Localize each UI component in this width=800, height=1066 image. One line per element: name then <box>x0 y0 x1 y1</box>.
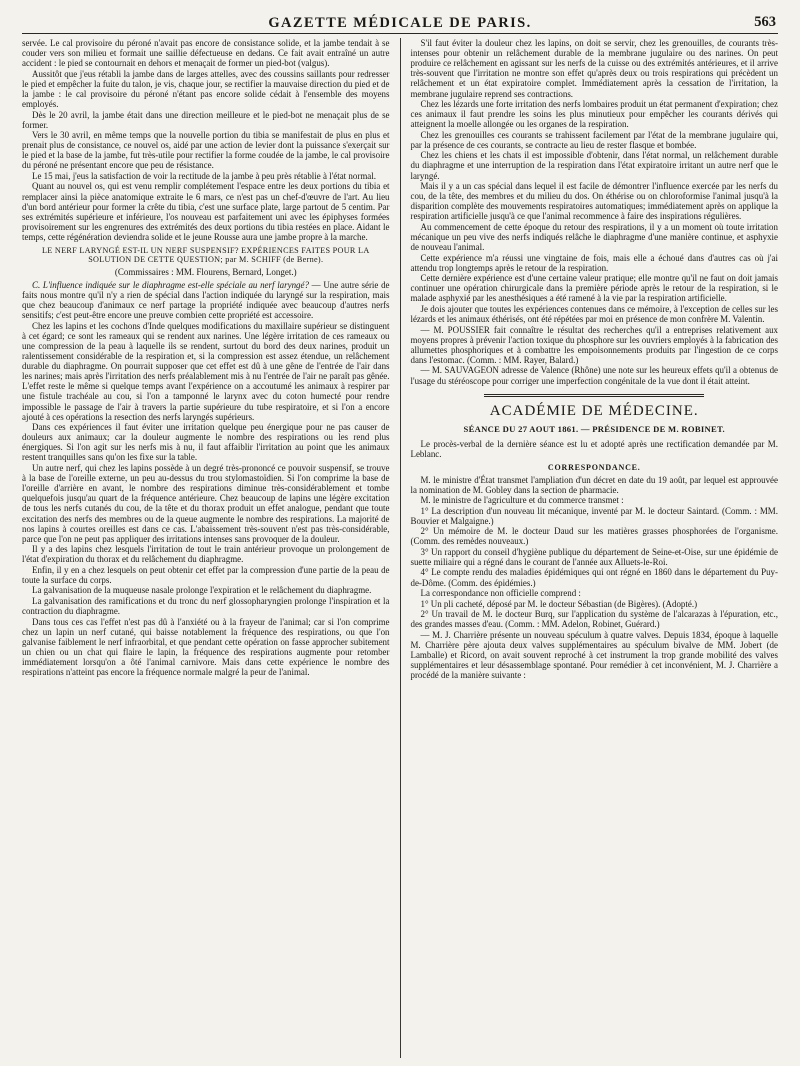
paragraph: La galvanisation de la muqueuse nasale prolonge l'expiration et le relâchement du diaphragme. <box>32 585 372 596</box>
paragraph-rest: fait connaître le résultat des recherches qu'il a entreprises relativement aux moyens propres à prévenir l'action toxique du phosphore sur les ouvriers employés à la fabrication des allumettes phosphoriques et à combattre les empoisonnements produits par l'ingestion de ce corps dans l'estomac. (Comm. : MM. Rayer, Balard.) <box>410 324 778 365</box>
lead-italic: C. L'influence indiquée sur le diaphragme est-elle spéciale au nerf laryngé? <box>32 279 309 290</box>
seance-heading: SÉANCE DU 27 AOUT 1861. — PRÉSIDENCE DE M. ROBINET. <box>463 423 725 434</box>
right-column <box>410 38 778 1058</box>
paragraph: Enfin, il y en a chez lesquels on peut obtenir cet effet par la compression d'une partie de la peau de toute la surface du corps. <box>22 564 390 585</box>
paragraph: Le 15 mai, j'eus la satisfaction de voir la rectitude de la jambe à peu près rétablie à l'état normal. <box>32 170 376 181</box>
paragraph: 2° Un mémoire de M. le docteur Daud sur les matières grasses phosphorées de l'organisme. (Comm. des remèdes nouveaux.) <box>410 526 778 547</box>
paragraph: Dès le 20 avril, la jambe était dans une direction meilleure et le pied-bot ne menaçait plus de se former. <box>22 109 390 130</box>
lead-rest: — Une autre série de faits nous montre qu'il n'y a rien de spécial dans l'action indiquée du laryngé sur la respiration, mais que chez beaucoup d'animaux ce nerf partage la propriété indiquée avec beaucoup d'autres nerfs sensitifs; c'est peut-être encore une preuve combien cette propriété est accessoire. <box>22 279 390 321</box>
author-name: M. POUSSIER <box>433 324 490 335</box>
paragraph: Il y a des lapins chez lesquels l'irritation de tout le train antérieur provoque un prolongement de l'état d'expiration du thorax et du relâchement du diaphragme. <box>22 544 390 565</box>
paragraph-sauvageon: — M. SAUVAGEON adresse de Valence (Rhône) une note sur les heureux effets qu'il a obtenus de l'usage du stéréoscope pour corriger une imperfection congénitale de la vue dont il était atteint. <box>410 365 778 386</box>
paragraph: 4° Le compte rendu des maladies épidémiques qui ont régné en 1860 dans le département du Puy-de-Dôme. (Comm. des épidémies.) <box>410 567 778 588</box>
lead-paragraph <box>22 280 390 320</box>
paragraph: Aussitôt que j'eus rétabli la jambe dans de larges attelles, avec des coussins saillants pour redresser le pied et empêcher la fuite du talon, je vis, chaque jour, se rectifier la mauvaise direction du pied et de la jambe : le cal provisoire du péroné n'étant pas encore solide cédait à l'ensemble des moyens employés. <box>22 68 390 110</box>
paragraph: La galvanisation des ramifications et du tronc du nerf glossopharyngien prolonge l'inspiration et la contraction du diaphragme. <box>22 595 390 617</box>
author-name: M. SAUVAGEON <box>431 365 499 376</box>
paragraph-rest: adresse de Valence (Rhône) une note sur les heureux effets qu'il a obtenus de l'usage du stéréoscope pour corriger une imperfection congénitale de la vue dont il était atteint. <box>410 365 778 386</box>
page-number: 563 <box>754 14 776 30</box>
paragraph: Le procès-verbal de la dernière séance est lu et adopté après une rectification demandée par M. Leblanc. <box>410 439 778 460</box>
journal-title: GAZETTE MÉDICALE DE PARIS. <box>268 15 532 31</box>
paragraph: Cette dernière expérience est d'une certaine valeur pratique; elle montre qu'il ne faut on doit jamais continuer une opération chirurgicale dans la première période après le retour de la respiration, si le malade asphyxié par les anesthésiques a été ramené à la vie par la respiration artificielle. <box>410 273 778 304</box>
paragraph: 3° Un rapport du conseil d'hygiène publique du département de Seine-et-Oise, sur une épidémie de suette miliaire qui a régné dans le courant de l'année aux Alluets-le-Roi. <box>410 546 778 567</box>
academie-heading: ACADÉMIE DE MÉDECINE. <box>489 402 699 419</box>
paragraph: 1° La description d'un nouveau lit mécanique, inventé par M. le docteur Saintard. (Comm. : MM. Bouvier et Malgaigne.) <box>410 505 778 526</box>
section-separator <box>484 394 704 397</box>
column-divider <box>400 38 401 1058</box>
paragraph: servée. Le cal provisoire du péroné n'avait pas encore de consistance solide, et la jambe tendait à se couder vers son milieu et formait une saillie défectueuse en dedans. Ce fait avait entraîné un autre accident : le pied se contournait en dehors et menaçait de former un pied-bot (valgus). <box>22 38 390 69</box>
paragraph: Chez les grenouilles ces courants se trahissent facilement par l'état de la membrane jugulaire qui, par la présence de ces courants, se contracte au lieu de rester flasque et bombée. <box>410 129 778 150</box>
paragraph: S'il faut éviter la douleur chez les lapins, on doit se servir, chez les grenouilles, de courants très-intenses pour obtenir un relâchement durable de la membrane jugulaire ou des narines. On peut produire ce relâchement en agissant sur les nerfs de la cuisse ou des extrémités antérieures, et il arrive très-souvent que l'irritation ne montre son effet qu'après deux ou trois respirations qui précèdent un relâchement et un état expiratoire complet. Immédiatement après la cessation de l'irritation, la membrane jugulaire reprend ses contractions. <box>410 38 778 99</box>
paragraph: Dans tous ces cas l'effet n'est pas dû à l'anxiété ou à la frayeur de l'animal; car si l'on comprime chez un lapin un nerf cutané, qui baisse notablement la fréquence des respirations, ou que l'on galvanise faiblement le nerf infraorbital, et que pendant cette opération on fasse approcher subitement un chien ou un chat qui flaire le lapin, la fréquence des respirations augmente pour retomber immédiatement lorsqu'on a ôté l'animal carnivore. Mais dans cette expérience le nombre des respirations n'atteint pas encore la fréquence normale malgré la peur de l'animal. <box>22 616 390 678</box>
left-column <box>22 38 390 1058</box>
paragraph: Chez les lézards une forte irritation des nerfs lombaires produit un état permanent d'expiration; chez ces animaux il faut prendre les soins les plus minutieux pour empêcher les courants dérivés qui atteignent la moelle allongée ou les organes de la respiration. <box>410 99 778 130</box>
correspondance-heading: CORRESPONDANCE. <box>547 463 641 473</box>
paragraph-poussier: — M. POUSSIER fait connaître le résultat des recherches qu'il a entreprises relativement aux moyens propres à prévenir l'action toxique du phosphore sur les ouvriers employés à la fabrication des allumettes phosphoriques et à combattre les empoisonnements produits par l'ingestion de ce corps dans l'estomac. (Comm. : MM. Rayer, Balard.) <box>410 324 778 365</box>
columns <box>22 38 778 1058</box>
paragraph: Quant au nouvel os, qui est venu remplir complétement l'espace entre les deux portions du tibia et remplacer ainsi la pièce anatomique extraite le 6 mars, ce n'est pas un chef-d'œuvre de l'art. Au lieu d'un bord antérieur pour former la crête du tibia, c'est une surface plate, large partout de 5 centim. Par ses extrémités supérieure et inférieure, l'os nouveau est parfaitement uni avec les épiphyses formées provisoirement sur les engrenures des extrémités des deux portions du tibia restées en place. Aidant le temps, cette régénération deviendra solide et le jeune Rousse aura une jambe propre à la marche. <box>22 181 390 243</box>
paragraph: M. le ministre d'État transmet l'ampliation d'un décret en date du 19 août, par lequel est approuvée la nomination de M. Gobley dans la section de pharmacie. <box>410 474 778 495</box>
paragraph: 2° Un travail de M. le docteur Burq, sur l'application du système de l'alcarazas à l'épuration, etc., des grandes masses d'eau. (Comm. : MM. Adelon, Robinet, Guérard.) <box>410 609 778 630</box>
paragraph: Vers le 30 avril, en même temps que la nouvelle portion du tibia se manifestait de plus en plus et prenait plus de consistance, ce nouvel os, aidé par une action de levier dont la puissance s'exerçait sur le pied et la base de la jambe, fut très-utile pour rectifier la forme coudée de la jambe, le cal provisoire du péroné ne présentant encore que peu de résistance. <box>22 130 390 171</box>
commission-line: (Commissaires : MM. Flourens, Bernard, Longet.) <box>114 266 297 277</box>
paragraph: La correspondance non officielle comprend : <box>420 588 581 599</box>
section-heading: LE NERF LARYNGÉ EST-IL UN NERF SUSPENSIF? EXPÉRIENCES FAITES POUR LA SOLUTION DE CETTE QUESTION; par M. SCHIFF (de Berne). <box>41 246 370 265</box>
paragraph: 1° Un pli cacheté, déposé par M. le docteur Sébastian (de Bigères). (Adopté.) <box>420 598 698 609</box>
paragraph: Chez les chiens et les chats il est impossible d'obtenir, dans l'état normal, un relâchement durable du diaphragme et une interruption de la respiration dans l'état expiratoire irritant un autre nerf que le laryngé. <box>410 150 778 181</box>
paragraph: Un autre nerf, qui chez les lapins possède à un degré très-prononcé ce pouvoir suspensif, se trouve à la base de l'oreille externe, un peu au-dessus du trou stylomastoïdien. Si l'on comprime la base de l'oreille d'arrière en avant, le nombre des respirations diminue très-considérablement et tombe quelquefois jusqu'au quart de la fréquence antérieure. Chez beaucoup de lapins une légère excitation de tous les nerfs cutanés du cou, de la tête et du thorax produit un effet analogue, pendant que toute excitation des nerfs des membres ou de la queue augmente le nombre des respirations. La majorité de nos lapins à courtes oreilles est dans ce cas. L'abaissement très-souvent n'est pas très-considérable, parce que l'on ne peut pas appliquer des irritations intenses sans provoquer de la douleur. <box>22 462 390 544</box>
page-header <box>22 14 778 34</box>
paragraph: M. le ministre de l'agriculture et du commerce transmet : <box>420 495 624 506</box>
paragraph: Dans ces expériences il faut éviter une irritation quelque peu énergique pour ne pas causer de douleurs aux animaux; car la douleur augmente le nombre des respirations ou les rend plus énergiques. Si l'on agit sur les nerfs mis à nu, il faut affaiblir l'irritation au point que les animaux restent tranquilles sans qu'on les fixe sur la table. <box>22 422 390 463</box>
paragraph: Cette expérience m'a réussi une vingtaine de fois, mais elle a échoué dans d'autres cas où j'ai attendu trop longtemps après le retour de la respiration. <box>410 252 778 273</box>
paragraph: Chez les lapins et les cochons d'Inde quelques modifications du maxillaire supérieur se distinguent à cet égard; ce sont les rameaux qui se rendent aux narines. Une légère irritation de ces rameaux ou une compression de la peau à laquelle ils se rendent, surtout du bord des deux narines, produit un ralentissement considérable de la respiration et, si la compression est assez étendue, un relâchement durable du diaphragme. On pourrait supposer que cet effet est dû à une gêne de l'entrée de l'air dans les narines; mais après l'irritation des nerfs préalablement mis à nu l'entrée de l'air ne paraît pas gênée. L'effet reste le même si quelque temps avant l'expérience on a accoutumé les animaux à respirer par une fistule trachéale au cou, si l'on a tamponné le larynx avec du coton humecté pour rendre impossible le passage de l'air à travers la partie supérieure du tube respiratoire, et si l'on a encore ajouté à ces opérations la resection des nerfs laryngés supérieurs. <box>22 320 390 422</box>
paragraph: Mais il y a un cas spécial dans lequel il est facile de démontrer l'influence exercée par les nerfs du cou, de la tête, des membres et du milieu du dos. On éthérise ou on chloroformise l'animal jusqu'à la disparition complète des mouvements respiratoires automatiques; immédiatement après on applique la respiration artificielle jusqu'à ce que l'animal recommence à faire des inspirations régulières. <box>410 181 778 222</box>
paragraph: Je dois ajouter que toutes les expériences contenues dans ce mémoire, à l'exception de celles sur les lézards et les animaux éthérisés, ont été répétées par moi en présence de mon confrère M. Valentin. <box>410 303 778 325</box>
paragraph: — M. J. Charrière présente un nouveau spéculum à quatre valves. Depuis 1834, époque à laquelle M. Charrière père ajouta deux valves supplémentaires au spéculum bivalve de MM. Jobert (de Lamballe) et Ricord, on avait souvent reproché à cet instrument la trop grande mobilité des valves supplémentaires et leur désassemblage spontané. Pour remédier à cet inconvénient, M. J. Charrière a procédé de la manière suivante : <box>410 629 778 681</box>
paragraph: Au commencement de cette époque du retour des respirations, il y a un moment où toute irritation mécanique un peu vive des nerfs indiqués relâche le diaphragme d'une manière continue, et asphyxie de nouveau l'animal. <box>410 221 778 253</box>
